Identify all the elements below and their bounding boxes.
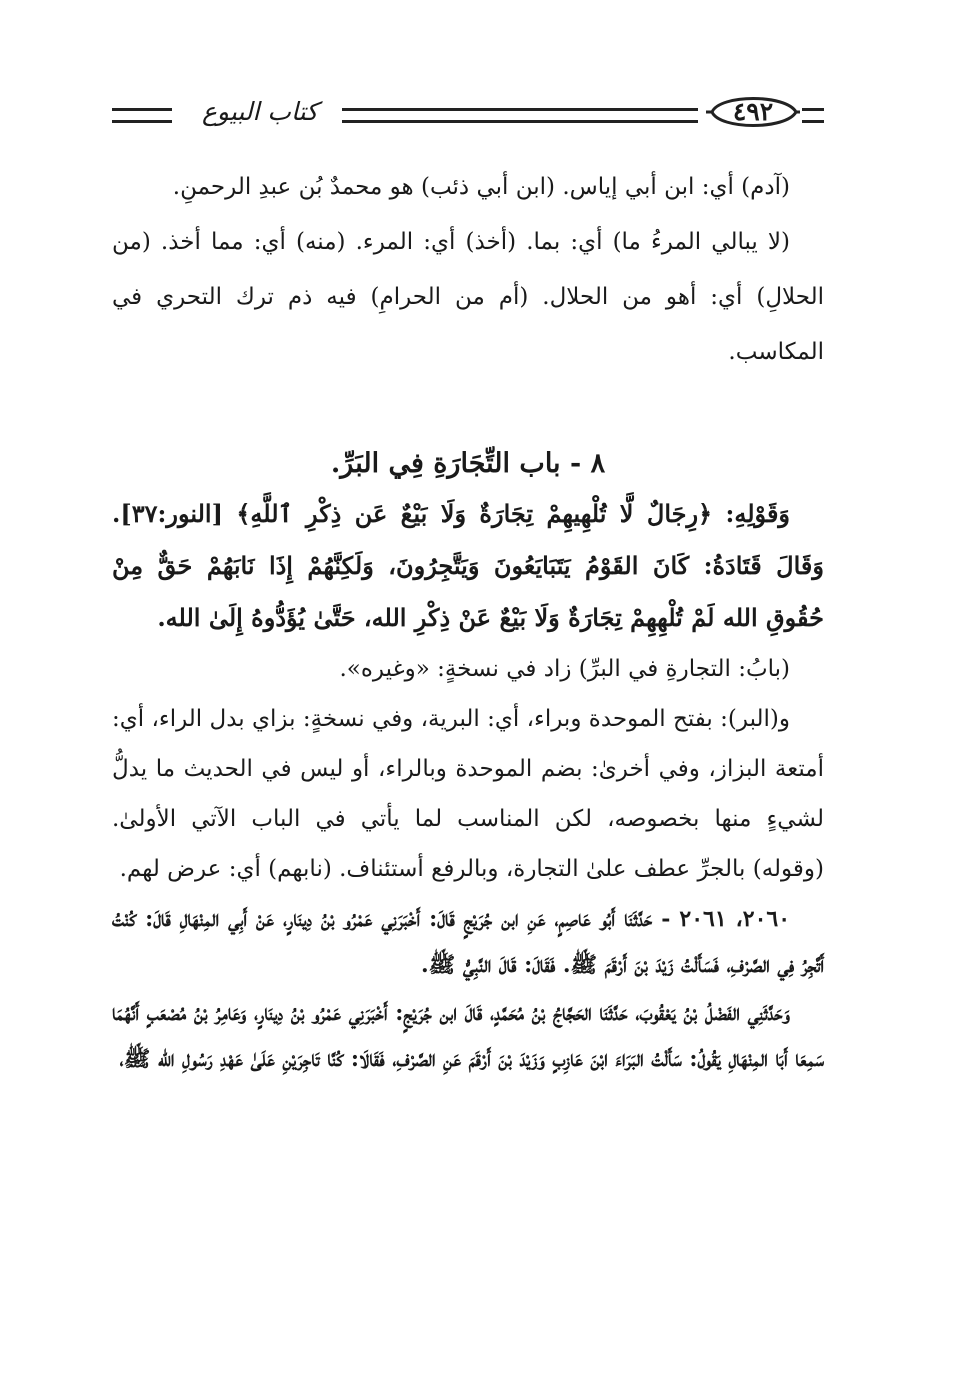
commentary-paragraph-3: (بابُ: التجارةِ في البرِّ) زاد في نسخةٍ: «وغيره».	[339, 656, 790, 682]
header-rule-middle	[342, 108, 698, 123]
header-rule-left	[112, 108, 172, 123]
hadith-paragraph-1: ٢٠٦٠، ٢٠٦١ - حَدَّثَنَا أَبُو عَاصِمٍ، عَنِ ابن جُرَيْجٍ قَالَ: أَخْبَرَنِي عَمْرُو بْنُ دِينَارٍ، عَنْ أَبِي المِنْهَالِ قَالَ: كُنْتُ أَتَّجِرُ فِي الصَّرْفِ، فَسَأَلْتُ زَيْدَ بْنَ أَرْقَمَ ﷺ. فَقَالَ: قَالَ النَّبِيُّ ﷺ.	[112, 906, 824, 978]
page-body	[112, 160, 824, 1082]
running-title: كتاب البيوع	[201, 97, 319, 126]
page-header	[112, 92, 824, 138]
chapter-text: وَقَوْلِهِ: ﴿رِجَالٌ لَّا تُلْهِيهِمْ تِجَارَةٌ وَلَا بَيْعٌ عَن ذِكْرِ ٱللَّهِ﴾ [النور:٣٧]. وَقَالَ قَتَادَةُ: كَانَ القَوْمُ يَتَبَايَعُونَ وَيَتَّجِرُونَ، وَلَكِنَّهُمْ إِذَا نَابَهُمْ حَقٌّ مِنْ حُقُوقِ الله لَمْ تُلْهِهِمْ تِجَارَةٌ وَلَا بَيْعٌ عَنْ ذِكْرِ الله، حَتَّىٰ يُؤَدُّوهُ إِلَىٰ الله.	[112, 499, 824, 632]
page-number-badge	[706, 92, 800, 132]
commentary-paragraph-4: و(البر): بفتح الموحدة وبراء، أي: البرية، وفي نسخةٍ: بزاي بدل الراء، أي: أمتعة البزاز، وفي أخرىٰ: بضم الموحدة وبالراء، أو ليس في الحديث ما يدلُّ لشيءٍ منها بخصوصه، لكن المناسب لما يأتي في الباب الآتي الأولىٰ. (وقوله) بالجرِّ عطف علىٰ التجارة، وبالرفع أستئناف. (نابهم) أي: عرض لهم.	[112, 706, 824, 882]
chapter-heading: ٨ - باب التِّجَارَةِ فِي البَرِّ.	[330, 448, 606, 479]
commentary-paragraph-1: (آدم) أي: ابن أبي إياس. (ابن أبي ذئب) هو محمدٌ بُن عبدِ الرحمنِ.	[172, 174, 790, 200]
header-rule-right	[802, 108, 824, 123]
page-number: ٤٩٢	[732, 97, 774, 126]
hadith-paragraph-2: وَحَدَّثَنِي الفَضْلُ بْنُ يَعْقُوبَ، حَدَّثَنَا الحَجَّاجُ بْنُ مُحَمَّدٍ، قَالَ ابن جُرَيْجٍ: أَخْبَرَنِي عَمْرُو بْنُ دِينَارٍ، وَعَامِرُ بْنُ مُصْعَبٍ أَنَّهُمَا سَمِعَا أَبَا المِنْهَالِ يَقُولُ: سَأَلْتُ البَرَاءَ ابْنَ عَازِبٍ وَزَيْدَ بْنَ أَرْقَمَ عَنِ الصَّرْفِ، فَقَالَا: كُنَّا تَاجِرَيْنِ عَلَىٰ عَهْدِ رَسُولِ الله ﷺ،	[112, 1000, 824, 1072]
commentary-paragraph-2: (لا يبالي المرءُ ما) أي: بما. (أخذ) أي: المرء. (منه) أي: مما أخذ. (من الحلالِ) أي: أهو من الحلال. (أم من الحرامِ) فيه ذم ترك التحري في المكاسب.	[112, 229, 824, 365]
